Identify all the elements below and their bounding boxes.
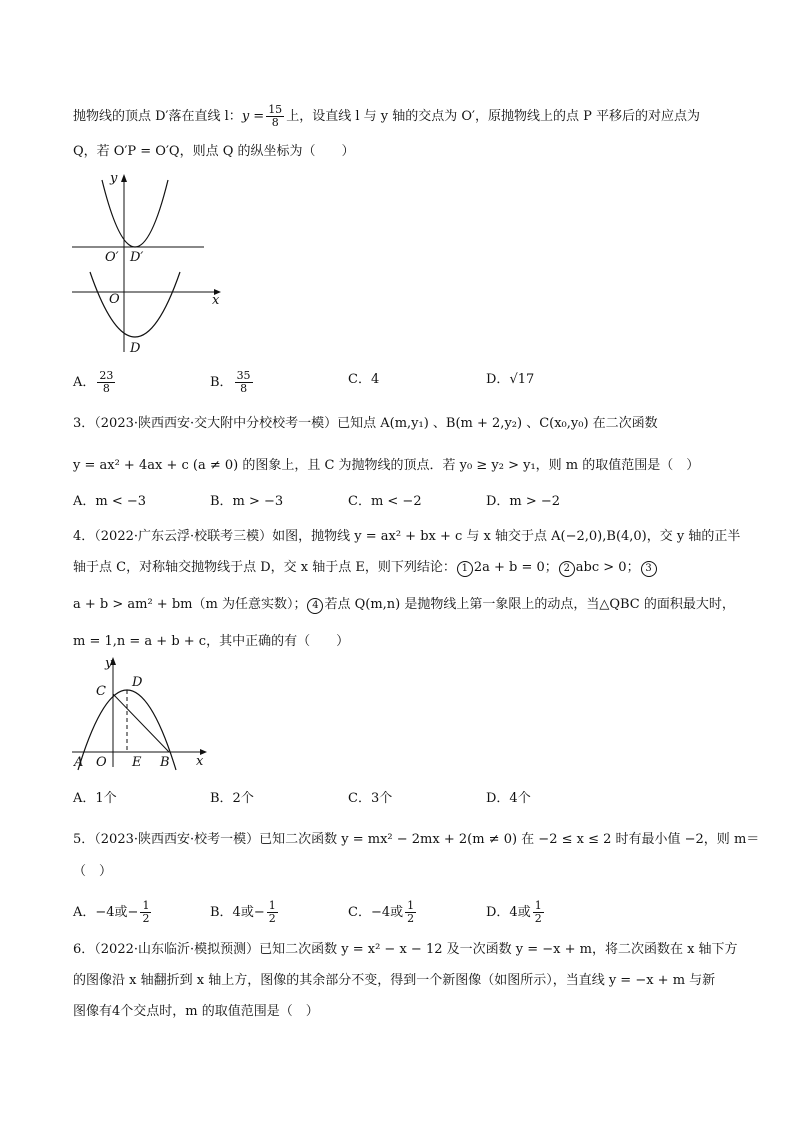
q5-option-c[interactable] (348, 900, 418, 925)
q4-stmt-4: 若点 Q(m,n) 是抛物线上第一象限上的动点，当△QBC 的面积最大时， (324, 597, 735, 612)
frac-denominator: 8 (102, 382, 110, 395)
q3-option-d[interactable]: D．m > −2 (486, 494, 561, 509)
q3-option-a[interactable]: A．m < −3 (73, 494, 147, 509)
q2-label-d-prime: D′ (130, 250, 144, 265)
q2-eq: y = (241, 109, 265, 124)
q2-y-arrow (121, 174, 127, 182)
q4-line-cb (113, 694, 169, 752)
frac-denominator: 2 (407, 912, 415, 925)
q4-label-x: x (196, 754, 204, 769)
q2-label-y: y (110, 171, 118, 186)
q5-opt-d-frac (533, 900, 544, 925)
q2-text-a: 抛物线的顶点 D′落在直线 l： (73, 109, 242, 124)
frac-numerator: 35 (236, 369, 251, 382)
q4-stmt-3: a + b > am² + bm（m 为任意实数）； (73, 597, 307, 612)
q4-line2 (73, 558, 658, 578)
q6-line2: 的图像沿 x 轴翻折到 x 轴上方，图像的其余部分不变，得到一个新图像（如图所示），当直线 y = −x + m 与新 (73, 973, 716, 988)
circled-4: 4 (307, 598, 323, 614)
frac-numerator: 23 (99, 369, 114, 382)
q3-option-c[interactable]: C．m < −2 (348, 494, 422, 509)
circled-2: 2 (559, 561, 575, 577)
frac-numerator: 1 (268, 899, 276, 912)
q2-opt-b-frac (235, 370, 253, 395)
q2-figure (72, 172, 222, 354)
opt-text: D．4或 (486, 905, 531, 920)
opt-label: B． (210, 375, 233, 390)
q2-line1 (73, 104, 700, 129)
q2-fraction (266, 104, 284, 129)
q4-label-b: B (160, 755, 170, 770)
q4-text: 轴于点 C，对称轴交抛物线于点 D，交 x 轴于点 E，则下列结论： (73, 560, 456, 575)
q2-opt-a-frac (97, 370, 115, 395)
q2-label-d: D (130, 341, 141, 356)
frac-denominator: 2 (268, 912, 276, 925)
q3-line1: 3．（2023·陕西西安·交大附中分校校考一模）已知点 A(m,y₁) 、B(m + 2,y₂) 、C(x₀,y₀) 在二次函数 (73, 416, 658, 431)
q6-line3: 图像有4个交点时，m 的取值范围是（ ） (73, 1004, 319, 1019)
opt-label: D． (486, 372, 510, 387)
opt-text: C．−4或 (348, 905, 404, 920)
opt-text: B．4或− (210, 905, 265, 920)
q2-option-d[interactable] (486, 370, 534, 390)
frac-numerator: 1 (142, 899, 150, 912)
q4-stmt-2: abc > 0； (575, 560, 640, 575)
q5-option-b[interactable] (210, 900, 280, 925)
q3-line2: y = ax² + 4ax + c (a ≠ 0) 的图象上，且 C 为抛物线的顶点．若 y₀ ≥ y₂ > y₁，则 m 的取值范围是（ ） (73, 458, 700, 473)
q5-option-d[interactable] (486, 900, 546, 925)
q2-label-o: O (109, 292, 120, 307)
q4-line4: m = 1,n = a + b + c，其中正确的有（ ） (73, 634, 350, 649)
circled-1: 1 (457, 561, 473, 577)
frac-denominator: 8 (271, 116, 279, 129)
frac-denominator: 2 (142, 912, 150, 925)
frac-denominator: 2 (534, 912, 542, 925)
q4-figure (72, 655, 212, 775)
q2-option-b[interactable] (210, 370, 255, 395)
q4-label-y: y (105, 656, 113, 671)
q2-option-c[interactable]: C．4 (348, 372, 380, 387)
frac-numerator: 1 (407, 899, 415, 912)
q2-upper-parabola (102, 180, 168, 247)
q4-label-c: C (96, 684, 106, 699)
q2-line2: Q，若 O′P = O′Q，则点 Q 的纵坐标为（ ） (73, 144, 355, 159)
q5-opt-a-frac (140, 900, 151, 925)
opt-label: A． (73, 375, 96, 390)
q3-option-b[interactable]: B．m > −3 (210, 494, 284, 509)
q4-stmt-1: 2a + b = 0； (473, 560, 558, 575)
q4-option-a[interactable]: A．1个 (73, 791, 117, 806)
q2-lower-parabola (90, 272, 180, 337)
q5-line1: 5．（2023·陕西西安·校考一模）已知二次函数 y = mx² − 2mx + 2(m ≠ 0) 在 −2 ≤ x ≤ 2 时有最小值 −2，则 m＝ (73, 832, 760, 847)
q4-label-e: E (132, 755, 142, 770)
q5-line2: （ ） (73, 864, 113, 879)
q4-line1: 4．（2022·广东云浮·校联考三模）如图，抛物线 y = ax² + bx + c 与 x 轴交于点 A(−2,0),B(4,0)，交 y 轴的正半 (73, 529, 741, 544)
frac-denominator: 8 (240, 382, 248, 395)
q4-label-o: O (96, 755, 107, 770)
q4-line3 (73, 595, 735, 615)
q2-label-x: x (212, 293, 220, 308)
q5-option-a[interactable] (73, 900, 153, 925)
q2-option-a[interactable] (73, 370, 117, 395)
q2-label-o-prime: O′ (105, 250, 119, 265)
opt-text: A．−4或− (73, 905, 139, 920)
q2-text-b: 上，设直线 l 与 y 轴的交点为 O′，原抛物线上的点 P 平移后的对应点为 (286, 109, 700, 124)
q6-line1: 6．（2022·山东临沂·模拟预测）已知二次函数 y = x² − x − 12 及一次函数 y = −x + m，将二次函数在 x 轴下方 (73, 942, 738, 957)
q4-label-d: D (132, 675, 143, 690)
circled-3: 3 (641, 561, 657, 577)
q4-option-d[interactable]: D．4个 (486, 791, 531, 806)
q4-label-a: A (74, 755, 84, 770)
frac-numerator: 1 (534, 899, 542, 912)
q4-option-b[interactable]: B．2个 (210, 791, 254, 806)
q5-opt-b-frac (267, 900, 278, 925)
q5-opt-c-frac (405, 900, 416, 925)
q4-option-c[interactable]: C．3个 (348, 791, 393, 806)
opt-value: √17 (509, 372, 535, 387)
frac-numerator: 15 (268, 103, 283, 116)
